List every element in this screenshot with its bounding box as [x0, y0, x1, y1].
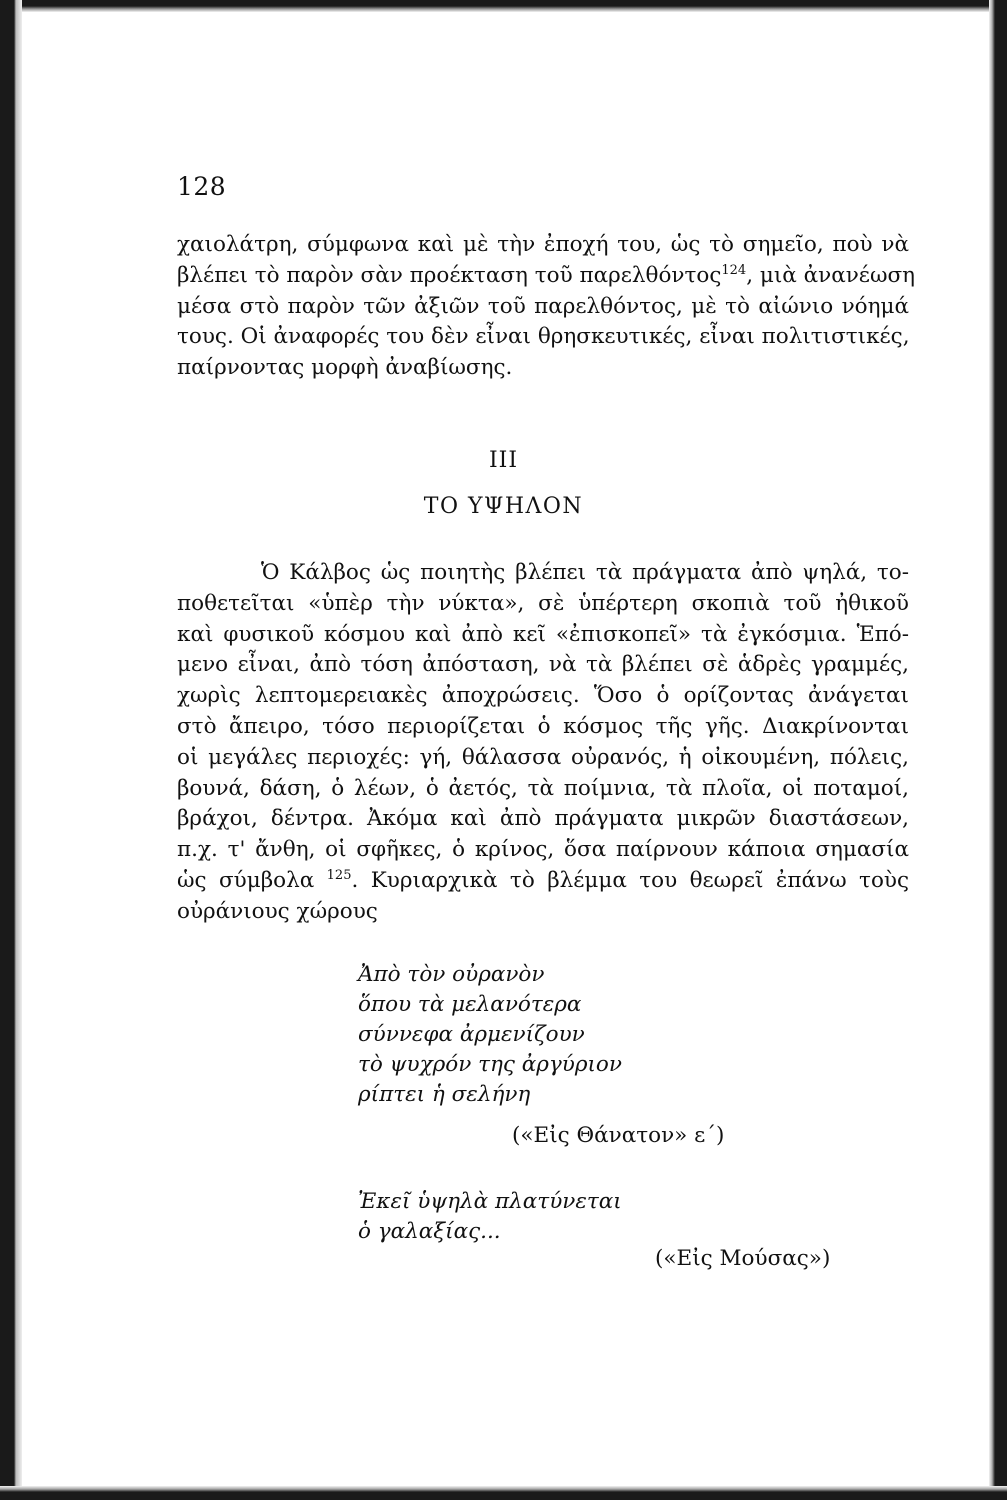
verse-line: τὸ ψυχρόν της ἀργύριον — [358, 1052, 622, 1077]
text-line: ὡς σύμβολα $^{125}$. Κυριαρχικὰ τὸ βλέμμα του θεωρεῖ ἐπάνω τοὺς — [177, 867, 909, 893]
verse-line: ὁ γαλαξίας... — [358, 1219, 501, 1244]
text-line: μέσα στὸ παρὸν τῶν ἀξιῶν τοῦ παρελθόντος, μὲ τὸ αἰώνιο νόημά — [177, 293, 909, 319]
text-line: βράχοι, δέντρα. Ἀκόμα καὶ ἀπὸ πράγματα μικρῶν διαστάσεων, — [177, 806, 909, 832]
intro-paragraph — [177, 230, 916, 384]
section-title: ΤΟ ΥΨΗΛΟΝ — [423, 494, 584, 519]
text-line: Ὁ Κάλβος ὡς ποιητὴς βλέπει τὰ πράγματα ἀπὸ ψηλά, το- — [261, 560, 909, 585]
text-line: οὐράνιους χώρους — [177, 898, 378, 924]
verse-quote-1 — [358, 960, 622, 1110]
footnote-ref-124: 124 — [721, 262, 747, 278]
page-number: 128 — [177, 172, 227, 201]
text-line: βλέπει τὸ παρὸν σὰν προέκταση τοῦ παρελθόντος$^{124}$, μιὰ ἀνανέωση — [177, 262, 916, 288]
scan-border-left — [0, 0, 22, 1500]
text-line: χαιολάτρη, σύμφωνα καὶ μὲ τὴν ἐποχή του, ὡς τὸ σημεῖο, ποὺ νὰ — [177, 232, 909, 257]
body-paragraph — [177, 558, 909, 928]
text-line: στὸ ἄπειρο, τόσο περιορίζεται ὁ κόσμος τῆς γῆς. Διακρίνονται — [177, 713, 909, 739]
text-line: καὶ φυσικοῦ κόσμου καὶ ἀπὸ κεῖ «ἐπισκοπεῖ» τὰ ἐγκόσμια. Ἑπό- — [177, 621, 909, 647]
verse-line: ρίπτει ἡ σελήνη — [358, 1082, 531, 1107]
verse-line: Ἐκεῖ ὑψηλὰ πλατύνεται — [358, 1189, 622, 1214]
verse-line: σύννεφα ἀρμενίζουν — [358, 1022, 585, 1047]
text-line: ποθετεῖται «ὑπὲρ τὴν νύκτα», σὲ ὑπέρτερη σκοπιὰ τοῦ ἠθικοῦ — [177, 590, 909, 616]
text-line: π.χ. τ' ἄνθη, οἱ σφῆκες, ὁ κρίνος, ὅσα παίρνουν κάποια σημασία — [177, 837, 909, 863]
scan-border-right — [989, 0, 1007, 1500]
scan-border-top — [0, 0, 1007, 12]
verse-line: Ἀπὸ τὸν οὐρανὸν — [358, 962, 545, 987]
text-line: παίρνοντας μορφὴ ἀναβίωσης. — [177, 355, 513, 381]
quote-2-source: («Εἰς Μούσας») — [655, 1246, 831, 1271]
footnote-ref-125: 125 — [326, 867, 352, 883]
quote-1-source: («Εἰς Θάνατον» ε΄) — [512, 1123, 725, 1148]
text-line: οἱ μεγάλες περιοχές: γή, θάλασσα οὐρανός, ἡ οἰκουμένη, πόλεις, — [177, 744, 909, 770]
scan-border-bottom — [0, 1486, 1007, 1500]
text-line: βουνά, δάση, ὁ λέων, ὁ ἀετός, τὰ ποίμνια, τὰ πλοῖα, οἱ ποταμοί, — [177, 775, 909, 801]
verse-quote-2 — [358, 1187, 622, 1247]
text-line: μενο εἶναι, ἀπὸ τόση ἀπόσταση, νὰ τὰ βλέπει σὲ ἁδρὲς γραμμές, — [177, 652, 909, 678]
text-line: τους. Οἱ ἀναφορές του δὲν εἶναι θρησκευτικές, εἶναι πολιτιστικές, — [177, 324, 910, 350]
verse-line: ὅπου τὰ μελανότερα — [358, 992, 582, 1017]
section-numeral: III — [488, 448, 519, 473]
text-line: χωρὶς λεπτομερειακὲς ἀποχρώσεις. Ὅσο ὁ ορίζοντας ἀνάγεται — [177, 683, 909, 709]
